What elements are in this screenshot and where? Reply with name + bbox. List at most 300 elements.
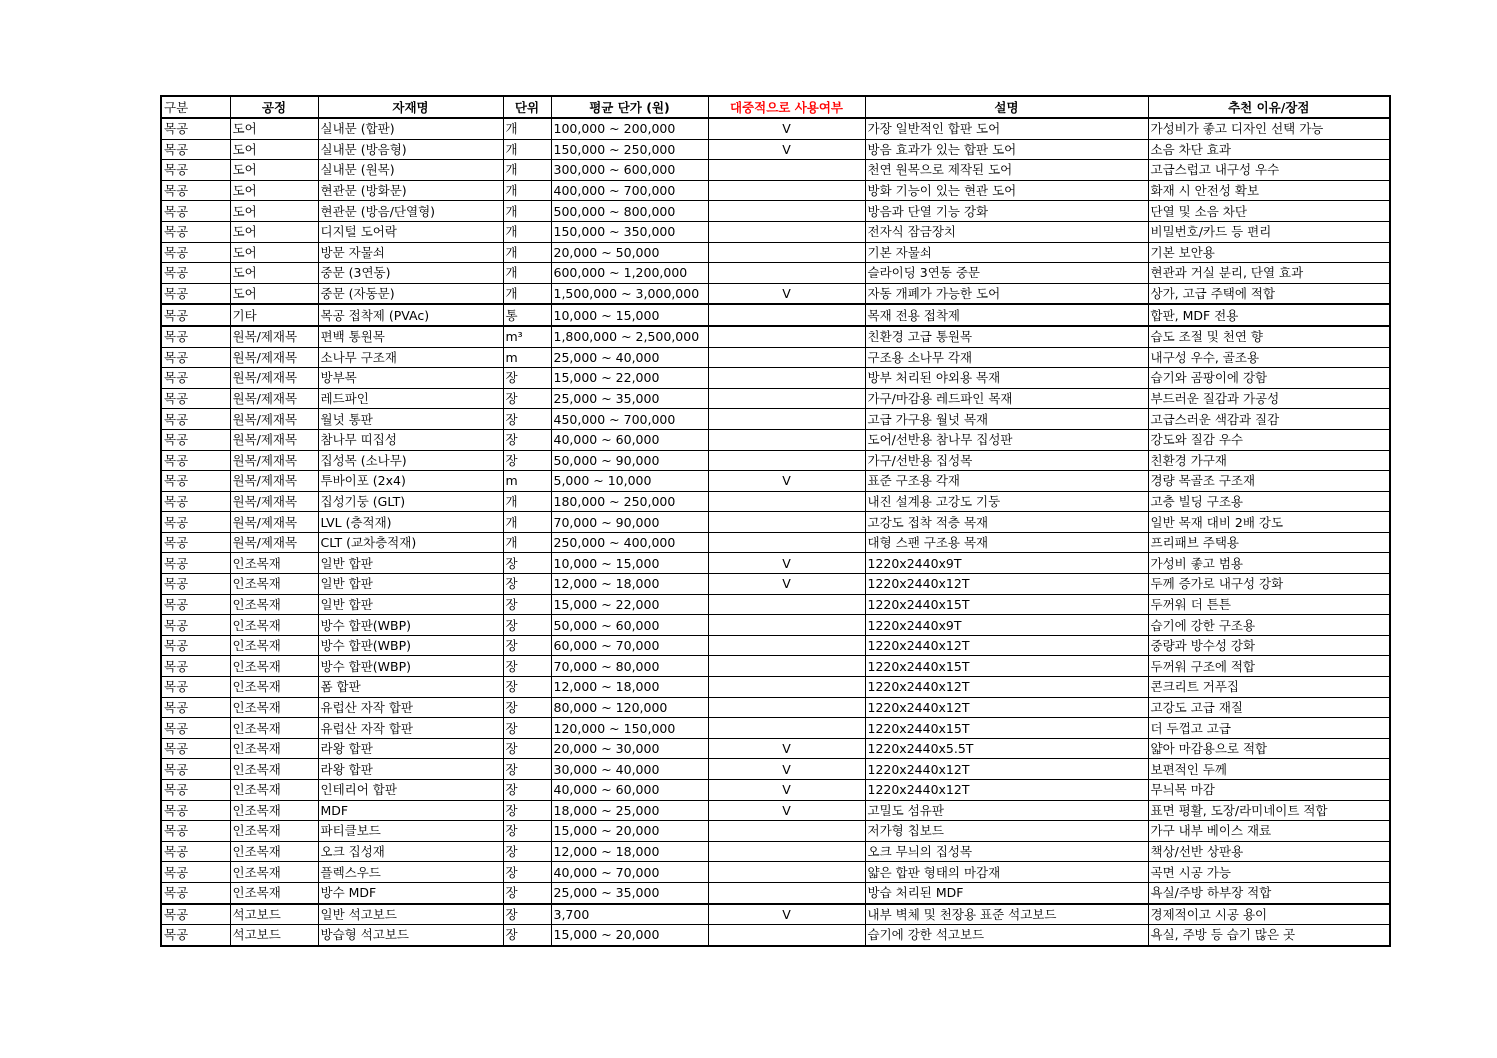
header-unit: 단위: [503, 96, 551, 118]
table-row: [161, 821, 1390, 842]
cell-description: 천연 원목으로 제작된 도어: [865, 160, 1148, 181]
cell-popular: [708, 388, 865, 409]
cell-category: 목공: [161, 283, 230, 304]
cell-material: 방부목: [318, 368, 503, 389]
cell-description: 1220x2440x12T: [865, 635, 1148, 656]
cell-material: 목공 접착제 (PVAc): [318, 304, 503, 326]
cell-recommendation: 비밀번호/카드 등 편리: [1148, 221, 1390, 242]
header-process: 공정: [230, 96, 318, 118]
cell-unit: 장: [503, 925, 551, 946]
cell-process: 석고보드: [230, 925, 318, 946]
cell-description: 1220x2440x12T: [865, 677, 1148, 698]
cell-price: 500,000 ~ 800,000: [551, 201, 708, 222]
cell-recommendation: 고급스러운 색감과 질감: [1148, 409, 1390, 430]
table-row: [161, 221, 1390, 242]
cell-material: 실내문 (원목): [318, 160, 503, 181]
cell-category: 목공: [161, 862, 230, 883]
cell-popular: [708, 841, 865, 862]
cell-price: 40,000 ~ 60,000: [551, 429, 708, 450]
table-row: [161, 409, 1390, 430]
cell-process: 인조목재: [230, 594, 318, 615]
cell-recommendation: 욕실/주방 하부장 적합: [1148, 882, 1390, 903]
table-row: [161, 738, 1390, 759]
cell-recommendation: 고강도 고급 재질: [1148, 697, 1390, 718]
cell-material: 실내문 (방음형): [318, 139, 503, 160]
cell-material: 중문 (3연동): [318, 263, 503, 284]
cell-process: 원목/제재목: [230, 388, 318, 409]
cell-unit: m: [503, 347, 551, 368]
cell-unit: 장: [503, 594, 551, 615]
cell-description: 표준 구조용 각재: [865, 471, 1148, 492]
cell-popular: V: [708, 139, 865, 160]
cell-description: 1220x2440x12T: [865, 697, 1148, 718]
table-row: [161, 242, 1390, 263]
cell-recommendation: 소음 차단 효과: [1148, 139, 1390, 160]
cell-material: CLT (교차층적재): [318, 532, 503, 553]
table-row: [161, 574, 1390, 595]
cell-unit: 장: [503, 718, 551, 739]
table-row: [161, 368, 1390, 389]
cell-popular: [708, 594, 865, 615]
cell-category: 목공: [161, 738, 230, 759]
table-row: [161, 388, 1390, 409]
cell-description: 구조용 소나무 각재: [865, 347, 1148, 368]
cell-description: 도어/선반용 참나무 집성판: [865, 429, 1148, 450]
cell-price: 150,000 ~ 250,000: [551, 139, 708, 160]
cell-recommendation: 중량과 방수성 강화: [1148, 635, 1390, 656]
cell-unit: 장: [503, 553, 551, 574]
cell-material: 실내문 (합판): [318, 118, 503, 139]
cell-recommendation: 두꺼워 더 튼튼: [1148, 594, 1390, 615]
cell-category: 목공: [161, 925, 230, 946]
cell-recommendation: 습도 조절 및 천연 향: [1148, 326, 1390, 347]
cell-price: 300,000 ~ 600,000: [551, 160, 708, 181]
table-row: [161, 326, 1390, 347]
table-row: [161, 180, 1390, 201]
table-row: [161, 882, 1390, 903]
cell-category: 목공: [161, 242, 230, 263]
cell-description: 1220x2440x5.5T: [865, 738, 1148, 759]
cell-recommendation: 상가, 고급 주택에 적합: [1148, 283, 1390, 304]
cell-description: 대형 스팬 구조용 목재: [865, 532, 1148, 553]
cell-process: 도어: [230, 139, 318, 160]
cell-process: 인조목재: [230, 656, 318, 677]
cell-material: 디지털 도어락: [318, 221, 503, 242]
cell-price: 5,000 ~ 10,000: [551, 471, 708, 492]
cell-popular: [708, 677, 865, 698]
cell-popular: [708, 409, 865, 430]
cell-process: 원목/제재목: [230, 326, 318, 347]
cell-popular: V: [708, 553, 865, 574]
table-row: [161, 201, 1390, 222]
cell-category: 목공: [161, 574, 230, 595]
cell-description: 1220x2440x12T: [865, 574, 1148, 595]
cell-process: 인조목재: [230, 800, 318, 821]
cell-recommendation: 욕실, 주방 등 습기 많은 곳: [1148, 925, 1390, 946]
cell-category: 목공: [161, 160, 230, 181]
cell-material: 방수 MDF: [318, 882, 503, 903]
cell-process: 기타: [230, 304, 318, 326]
cell-price: 25,000 ~ 35,000: [551, 388, 708, 409]
cell-popular: [708, 925, 865, 946]
cell-price: 12,000 ~ 18,000: [551, 677, 708, 698]
cell-popular: [708, 532, 865, 553]
cell-unit: 장: [503, 862, 551, 883]
cell-recommendation: 두께 증가로 내구성 강화: [1148, 574, 1390, 595]
cell-process: 인조목재: [230, 882, 318, 903]
cell-category: 목공: [161, 656, 230, 677]
cell-recommendation: 화재 시 안전성 확보: [1148, 180, 1390, 201]
cell-description: 슬라이딩 3연동 중문: [865, 263, 1148, 284]
cell-process: 원목/제재목: [230, 347, 318, 368]
cell-category: 목공: [161, 388, 230, 409]
cell-recommendation: 습기에 강한 구조용: [1148, 615, 1390, 636]
table-row: [161, 697, 1390, 718]
cell-description: 1220x2440x9T: [865, 615, 1148, 636]
table-row: [161, 615, 1390, 636]
cell-category: 목공: [161, 718, 230, 739]
cell-category: 목공: [161, 553, 230, 574]
cell-material: 일반 합판: [318, 553, 503, 574]
cell-description: 1220x2440x9T: [865, 553, 1148, 574]
table-row: [161, 904, 1390, 925]
cell-price: 180,000 ~ 250,000: [551, 491, 708, 512]
table-row: [161, 304, 1390, 326]
cell-unit: 개: [503, 221, 551, 242]
cell-price: 20,000 ~ 50,000: [551, 242, 708, 263]
cell-category: 목공: [161, 368, 230, 389]
cell-price: 250,000 ~ 400,000: [551, 532, 708, 553]
cell-popular: [708, 242, 865, 263]
cell-popular: [708, 821, 865, 842]
cell-popular: [708, 160, 865, 181]
cell-material: 월넛 통판: [318, 409, 503, 430]
cell-price: 70,000 ~ 80,000: [551, 656, 708, 677]
cell-category: 목공: [161, 201, 230, 222]
cell-category: 목공: [161, 800, 230, 821]
cell-process: 석고보드: [230, 904, 318, 925]
cell-category: 목공: [161, 450, 230, 471]
cell-category: 목공: [161, 697, 230, 718]
cell-popular: [708, 201, 865, 222]
table-row: [161, 635, 1390, 656]
cell-popular: [708, 347, 865, 368]
cell-popular: V: [708, 780, 865, 801]
table-row: [161, 139, 1390, 160]
header-recommendation: 추천 이유/장점: [1148, 96, 1390, 118]
cell-material: 라왕 합판: [318, 759, 503, 780]
cell-unit: 장: [503, 574, 551, 595]
cell-price: 120,000 ~ 150,000: [551, 718, 708, 739]
cell-category: 목공: [161, 471, 230, 492]
cell-popular: [708, 304, 865, 326]
cell-material: 라왕 합판: [318, 738, 503, 759]
cell-material: 중문 (자동문): [318, 283, 503, 304]
cell-recommendation: 무늬목 마감: [1148, 780, 1390, 801]
cell-popular: V: [708, 118, 865, 139]
cell-process: 도어: [230, 263, 318, 284]
cell-material: 일반 석고보드: [318, 904, 503, 925]
cell-process: 인조목재: [230, 718, 318, 739]
material-price-table: [160, 95, 1391, 947]
cell-description: 방부 처리된 야외용 목재: [865, 368, 1148, 389]
cell-description: 방화 기능이 있는 현관 도어: [865, 180, 1148, 201]
cell-popular: [708, 491, 865, 512]
cell-category: 목공: [161, 512, 230, 533]
cell-description: 1220x2440x15T: [865, 594, 1148, 615]
cell-unit: 개: [503, 139, 551, 160]
cell-description: 자동 개폐가 가능한 도어: [865, 283, 1148, 304]
cell-unit: 통: [503, 304, 551, 326]
cell-price: 25,000 ~ 35,000: [551, 882, 708, 903]
cell-recommendation: 가구 내부 베이스 재료: [1148, 821, 1390, 842]
cell-recommendation: 고층 빌딩 구조용: [1148, 491, 1390, 512]
cell-process: 인조목재: [230, 677, 318, 698]
cell-material: 투바이포 (2x4): [318, 471, 503, 492]
cell-recommendation: 경제적이고 시공 용이: [1148, 904, 1390, 925]
cell-price: 1,500,000 ~ 3,000,000: [551, 283, 708, 304]
cell-description: 내진 설계용 고강도 기둥: [865, 491, 1148, 512]
cell-description: 가장 일반적인 합판 도어: [865, 118, 1148, 139]
cell-category: 목공: [161, 780, 230, 801]
table-row: [161, 512, 1390, 533]
cell-recommendation: 부드러운 질감과 가공성: [1148, 388, 1390, 409]
cell-price: 100,000 ~ 200,000: [551, 118, 708, 139]
cell-unit: 장: [503, 368, 551, 389]
cell-category: 목공: [161, 904, 230, 925]
cell-price: 15,000 ~ 22,000: [551, 594, 708, 615]
cell-material: 방수 합판(WBP): [318, 615, 503, 636]
cell-material: 유럽산 자작 합판: [318, 697, 503, 718]
cell-material: 집성목 (소나무): [318, 450, 503, 471]
cell-process: 인조목재: [230, 862, 318, 883]
cell-unit: 장: [503, 677, 551, 698]
table-row: [161, 759, 1390, 780]
cell-category: 목공: [161, 841, 230, 862]
cell-popular: [708, 180, 865, 201]
cell-material: 폼 합판: [318, 677, 503, 698]
cell-category: 목공: [161, 347, 230, 368]
cell-recommendation: 내구성 우수, 골조용: [1148, 347, 1390, 368]
header-material: 자재명: [318, 96, 503, 118]
cell-unit: 장: [503, 635, 551, 656]
table-row: [161, 263, 1390, 284]
cell-process: 도어: [230, 221, 318, 242]
cell-category: 목공: [161, 326, 230, 347]
cell-category: 목공: [161, 409, 230, 430]
cell-unit: 장: [503, 780, 551, 801]
cell-process: 원목/제재목: [230, 409, 318, 430]
table-row: [161, 841, 1390, 862]
cell-unit: 장: [503, 904, 551, 925]
cell-popular: V: [708, 904, 865, 925]
cell-description: 전자식 잠금장치: [865, 221, 1148, 242]
cell-description: 습기에 강한 석고보드: [865, 925, 1148, 946]
cell-price: 3,700: [551, 904, 708, 925]
cell-unit: 장: [503, 429, 551, 450]
cell-recommendation: 더 두껍고 고급: [1148, 718, 1390, 739]
cell-material: 일반 합판: [318, 594, 503, 615]
cell-process: 원목/제재목: [230, 512, 318, 533]
cell-price: 12,000 ~ 18,000: [551, 841, 708, 862]
cell-material: 방수 합판(WBP): [318, 656, 503, 677]
cell-recommendation: 강도와 질감 우수: [1148, 429, 1390, 450]
cell-price: 1,800,000 ~ 2,500,000: [551, 326, 708, 347]
cell-description: 고강도 접착 적층 목재: [865, 512, 1148, 533]
cell-description: 고급 가구용 월넛 목재: [865, 409, 1148, 430]
cell-material: 파티클보드: [318, 821, 503, 842]
cell-description: 1220x2440x12T: [865, 780, 1148, 801]
cell-category: 목공: [161, 532, 230, 553]
cell-unit: 개: [503, 512, 551, 533]
header-description: 설명: [865, 96, 1148, 118]
cell-unit: 개: [503, 201, 551, 222]
cell-description: 오크 무늬의 집성목: [865, 841, 1148, 862]
cell-material: 방습형 석고보드: [318, 925, 503, 946]
cell-price: 20,000 ~ 30,000: [551, 738, 708, 759]
cell-category: 목공: [161, 821, 230, 842]
table-row: [161, 283, 1390, 304]
cell-description: 목재 전용 접착제: [865, 304, 1148, 326]
cell-process: 도어: [230, 283, 318, 304]
table-row: [161, 800, 1390, 821]
cell-popular: [708, 697, 865, 718]
cell-price: 60,000 ~ 70,000: [551, 635, 708, 656]
cell-process: 원목/제재목: [230, 450, 318, 471]
cell-process: 인조목재: [230, 759, 318, 780]
table-row: [161, 471, 1390, 492]
cell-unit: 개: [503, 118, 551, 139]
cell-unit: 장: [503, 841, 551, 862]
cell-unit: 장: [503, 759, 551, 780]
cell-unit: 개: [503, 263, 551, 284]
table-row: [161, 862, 1390, 883]
cell-popular: [708, 450, 865, 471]
cell-description: 친환경 고급 통원목: [865, 326, 1148, 347]
cell-process: 인조목재: [230, 553, 318, 574]
cell-recommendation: 프리패브 주택용: [1148, 532, 1390, 553]
cell-process: 원목/제재목: [230, 471, 318, 492]
cell-description: 얇은 합판 형태의 마감재: [865, 862, 1148, 883]
cell-unit: m³: [503, 326, 551, 347]
cell-recommendation: 곡면 시공 가능: [1148, 862, 1390, 883]
cell-recommendation: 고급스럽고 내구성 우수: [1148, 160, 1390, 181]
cell-price: 50,000 ~ 60,000: [551, 615, 708, 636]
cell-category: 목공: [161, 759, 230, 780]
cell-price: 600,000 ~ 1,200,000: [551, 263, 708, 284]
cell-category: 목공: [161, 139, 230, 160]
cell-price: 12,000 ~ 18,000: [551, 574, 708, 595]
cell-material: MDF: [318, 800, 503, 821]
cell-material: 현관문 (방화문): [318, 180, 503, 201]
table-row: [161, 450, 1390, 471]
cell-process: 원목/제재목: [230, 532, 318, 553]
cell-unit: 개: [503, 160, 551, 181]
cell-material: 집성기둥 (GLT): [318, 491, 503, 512]
table-row: [161, 532, 1390, 553]
cell-description: 가구/선반용 집성목: [865, 450, 1148, 471]
table-body: [161, 118, 1390, 946]
cell-price: 10,000 ~ 15,000: [551, 304, 708, 326]
cell-recommendation: 얇아 마감용으로 적합: [1148, 738, 1390, 759]
cell-unit: 장: [503, 409, 551, 430]
cell-popular: V: [708, 574, 865, 595]
cell-unit: 개: [503, 180, 551, 201]
cell-process: 도어: [230, 180, 318, 201]
cell-description: 1220x2440x12T: [865, 759, 1148, 780]
cell-unit: 장: [503, 882, 551, 903]
cell-description: 방음 효과가 있는 합판 도어: [865, 139, 1148, 160]
cell-unit: 장: [503, 388, 551, 409]
cell-category: 목공: [161, 635, 230, 656]
cell-price: 40,000 ~ 60,000: [551, 780, 708, 801]
cell-recommendation: 콘크리트 거푸집: [1148, 677, 1390, 698]
cell-recommendation: 경량 목골조 구조재: [1148, 471, 1390, 492]
cell-description: 저가형 칩보드: [865, 821, 1148, 842]
cell-unit: 개: [503, 532, 551, 553]
cell-unit: 개: [503, 242, 551, 263]
cell-price: 40,000 ~ 70,000: [551, 862, 708, 883]
cell-material: 현관문 (방음/단열형): [318, 201, 503, 222]
cell-price: 15,000 ~ 20,000: [551, 821, 708, 842]
cell-popular: [708, 615, 865, 636]
cell-process: 인조목재: [230, 841, 318, 862]
cell-popular: V: [708, 759, 865, 780]
cell-process: 원목/제재목: [230, 491, 318, 512]
cell-material: 유럽산 자작 합판: [318, 718, 503, 739]
cell-popular: [708, 718, 865, 739]
cell-category: 목공: [161, 304, 230, 326]
cell-unit: 장: [503, 821, 551, 842]
cell-material: 편백 통원목: [318, 326, 503, 347]
cell-description: 1220x2440x15T: [865, 656, 1148, 677]
table-row: [161, 160, 1390, 181]
cell-unit: 장: [503, 697, 551, 718]
cell-recommendation: 표면 평활, 도장/라미네이트 적합: [1148, 800, 1390, 821]
cell-process: 도어: [230, 242, 318, 263]
cell-description: 방음과 단열 기능 강화: [865, 201, 1148, 222]
header-popular: 대중적으로 사용여부: [708, 96, 865, 118]
cell-price: 25,000 ~ 40,000: [551, 347, 708, 368]
cell-material: LVL (층적재): [318, 512, 503, 533]
cell-category: 목공: [161, 221, 230, 242]
cell-price: 10,000 ~ 15,000: [551, 553, 708, 574]
cell-price: 50,000 ~ 90,000: [551, 450, 708, 471]
cell-category: 목공: [161, 594, 230, 615]
cell-category: 목공: [161, 180, 230, 201]
cell-description: 기본 자물쇠: [865, 242, 1148, 263]
cell-unit: 장: [503, 450, 551, 471]
cell-recommendation: 가성비 좋고 범용: [1148, 553, 1390, 574]
cell-description: 방습 처리된 MDF: [865, 882, 1148, 903]
cell-popular: V: [708, 283, 865, 304]
cell-price: 30,000 ~ 40,000: [551, 759, 708, 780]
cell-process: 도어: [230, 118, 318, 139]
table-row: [161, 491, 1390, 512]
cell-popular: [708, 635, 865, 656]
cell-popular: [708, 862, 865, 883]
cell-process: 인조목재: [230, 780, 318, 801]
cell-description: 가구/마감용 레드파인 목재: [865, 388, 1148, 409]
cell-price: 15,000 ~ 20,000: [551, 925, 708, 946]
cell-material: 소나무 구조재: [318, 347, 503, 368]
cell-material: 레드파인: [318, 388, 503, 409]
cell-popular: V: [708, 800, 865, 821]
cell-recommendation: 가성비가 좋고 디자인 선택 가능: [1148, 118, 1390, 139]
cell-recommendation: 합판, MDF 전용: [1148, 304, 1390, 326]
cell-category: 목공: [161, 615, 230, 636]
cell-unit: m: [503, 471, 551, 492]
